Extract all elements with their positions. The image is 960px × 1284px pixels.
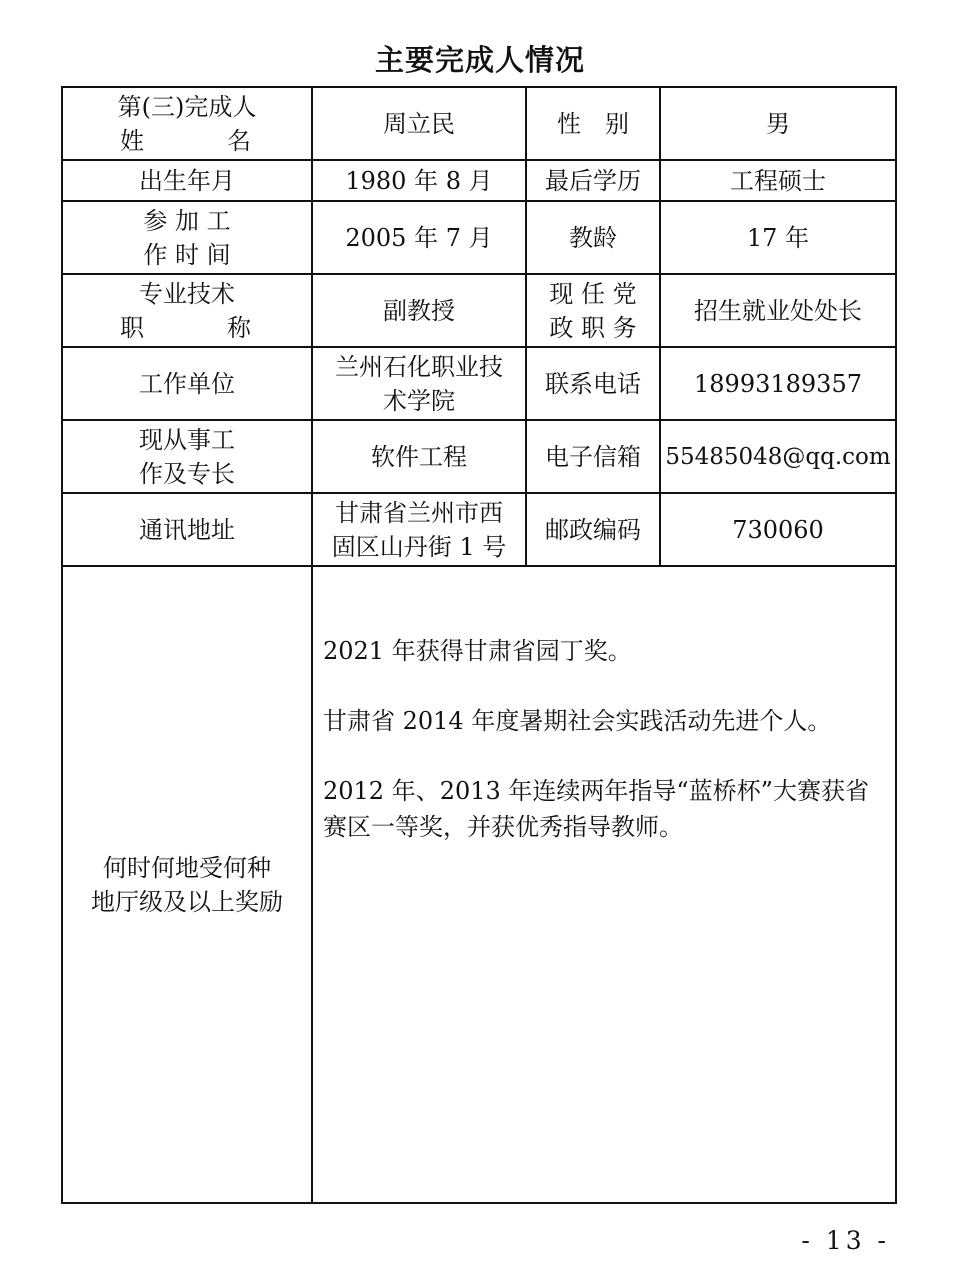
phone-value: 18993189357: [660, 347, 896, 420]
postcode-label: 邮政编码: [526, 493, 660, 566]
phone-label: 联系电话: [526, 347, 660, 420]
specialty-label-line2: 作及专长: [139, 459, 235, 488]
education-label: 最后学历: [526, 160, 660, 201]
table-row: [62, 160, 896, 201]
specialty-label-cell: [62, 420, 312, 493]
birth-label: 出生年月: [62, 160, 312, 201]
name-label-char1: 姓: [120, 126, 144, 155]
professional-title-label-line1: 专业技术: [139, 279, 235, 308]
awards-label-line2: 地厅级及以上奖励: [91, 887, 283, 916]
table-row: [62, 274, 896, 347]
education-value: 工程硕士: [660, 160, 896, 201]
award-item: 2021 年获得甘肃省园丁奖。: [323, 637, 632, 665]
awards-content-cell: [312, 566, 896, 1203]
email-label: 电子信箱: [526, 420, 660, 493]
awards-label-line1: 何时何地受何种: [103, 853, 271, 882]
postcode-value: 730060: [660, 493, 896, 566]
table-row: [62, 493, 896, 566]
specialty-label-line1: 现从事工: [139, 425, 235, 454]
work-start-label-cell: [62, 201, 312, 274]
table-row: [62, 87, 896, 160]
name-label-cell: [62, 87, 312, 160]
info-table: [61, 86, 897, 1204]
work-unit-label: 工作单位: [62, 347, 312, 420]
work-start-value: 2005 年 7 月: [312, 201, 526, 274]
party-position-label-line2: 政 职 务: [549, 313, 637, 342]
address-value-cell: [312, 493, 526, 566]
name-label-line1: 第(三)完成人: [117, 92, 257, 121]
party-position-label-cell: [526, 274, 660, 347]
award-item: 甘肃省 2014 年度暑期社会实践活动先进个人。: [323, 707, 832, 735]
address-value-line1: 甘肃省兰州市西: [335, 498, 503, 527]
awards-label-cell: [62, 566, 312, 1203]
work-start-label-line2: 作 时 间: [143, 240, 231, 269]
work-unit-value-line2: 术学院: [383, 386, 455, 415]
email-value: 55485048@qq.com: [660, 420, 896, 493]
party-position-value: 招生就业处处长: [660, 274, 896, 347]
table-row: [62, 566, 896, 1203]
name-label-char2: 名: [227, 126, 251, 155]
gender-label-text: 性 别: [557, 109, 629, 138]
work-unit-value-cell: [312, 347, 526, 420]
professional-title-char1: 职: [120, 313, 144, 342]
gender-value: 男: [660, 87, 896, 160]
teaching-years-value: 17 年: [660, 201, 896, 274]
work-start-label-line1: 参 加 工: [143, 206, 231, 235]
party-position-label-line1: 现 任 党: [549, 279, 637, 308]
birth-value: 1980 年 8 月: [312, 160, 526, 201]
specialty-value: 软件工程: [312, 420, 526, 493]
teaching-years-label: 教龄: [526, 201, 660, 274]
award-item: 2012 年、2013 年连续两年指导“蓝桥杯”大赛获省赛区一等奖，并获优秀指导教师。: [323, 777, 869, 841]
page-title: 主要完成人情况: [374, 43, 585, 77]
page-number: - 13 -: [801, 1226, 890, 1255]
professional-title-char2: 称: [227, 313, 251, 342]
gender-label: [526, 87, 660, 160]
table-row: [62, 347, 896, 420]
name-value: 周立民: [312, 87, 526, 160]
address-label: 通讯地址: [62, 493, 312, 566]
professional-title-label-cell: [62, 274, 312, 347]
work-unit-value-line1: 兰州石化职业技: [335, 352, 503, 381]
table-row: [62, 201, 896, 274]
professional-title-value: 副教授: [312, 274, 526, 347]
table-row: [62, 420, 896, 493]
address-value-line2: 固区山丹街 1 号: [331, 532, 507, 561]
